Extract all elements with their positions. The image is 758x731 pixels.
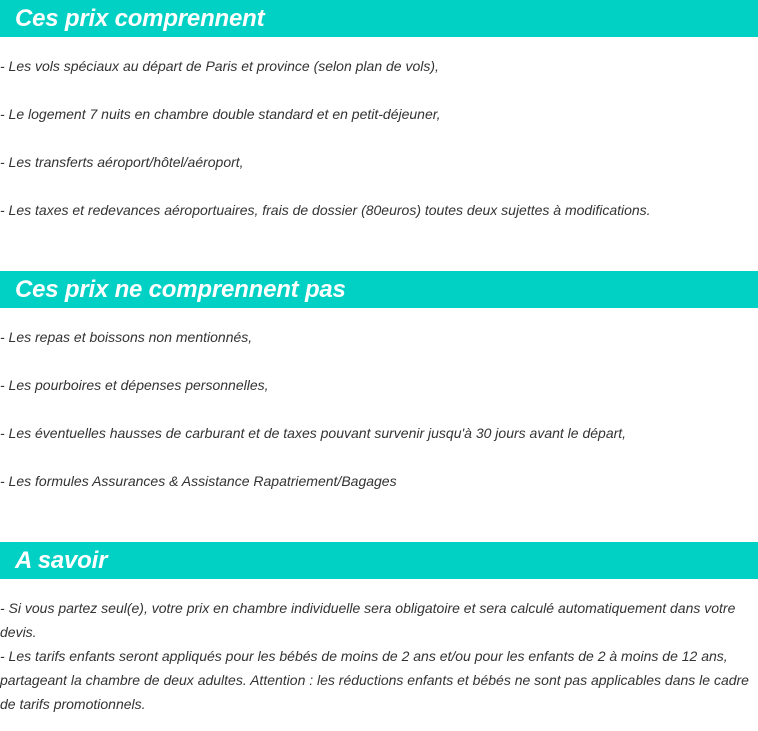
list-item: - Les transferts aéroport/hôtel/aéroport,	[0, 154, 244, 170]
section-header-included	[0, 0, 758, 37]
list-item: - Les taxes et redevances aéroportuaires, frais de dossier (80euros) toutes deux sujettes à modifications.	[0, 202, 651, 218]
list-item: - Le logement 7 nuits en chambre double standard et en petit-déjeuner,	[0, 106, 441, 122]
section-included	[0, 0, 758, 218]
good-to-know-content	[0, 579, 758, 716]
list-item: - Les pourboires et dépenses personnelles,	[0, 377, 269, 393]
list-item: - Les repas et boissons non mentionnés,	[0, 329, 253, 345]
section-title-not-included: Ces prix ne comprennent pas	[15, 276, 346, 303]
list-item: - Les éventuelles hausses de carburant et de taxes pouvant survenir jusqu'à 30 jours avant le départ,	[0, 425, 627, 441]
section-header-good-to-know	[0, 542, 758, 579]
section-good-to-know	[0, 542, 758, 716]
section-header-not-included	[0, 271, 758, 308]
section-title-good-to-know: A savoir	[15, 547, 108, 574]
paragraph-child-rates: - Les tarifs enfants seront appliqués pour les bébés de moins de 2 ans et/ou pour les enfants de 2 à moins de 12 ans, partageant la chambre de deux adultes. Attention : les réductions enfants et bébés ne sont pas applicables dans le cadre de tarifs promotionnels.	[0, 648, 749, 712]
paragraph-single-traveler: - Si vous partez seul(e), votre prix en chambre individuelle sera obligatoire et sera calculé automatiquement dans votre devis.	[0, 600, 736, 640]
section-title-included: Ces prix comprennent	[15, 5, 265, 32]
list-item: - Les vols spéciaux au départ de Paris et province (selon plan de vols),	[0, 58, 439, 74]
list-item: - Les formules Assurances & Assistance Rapatriement/Bagages	[0, 473, 397, 489]
section-not-included	[0, 271, 758, 489]
